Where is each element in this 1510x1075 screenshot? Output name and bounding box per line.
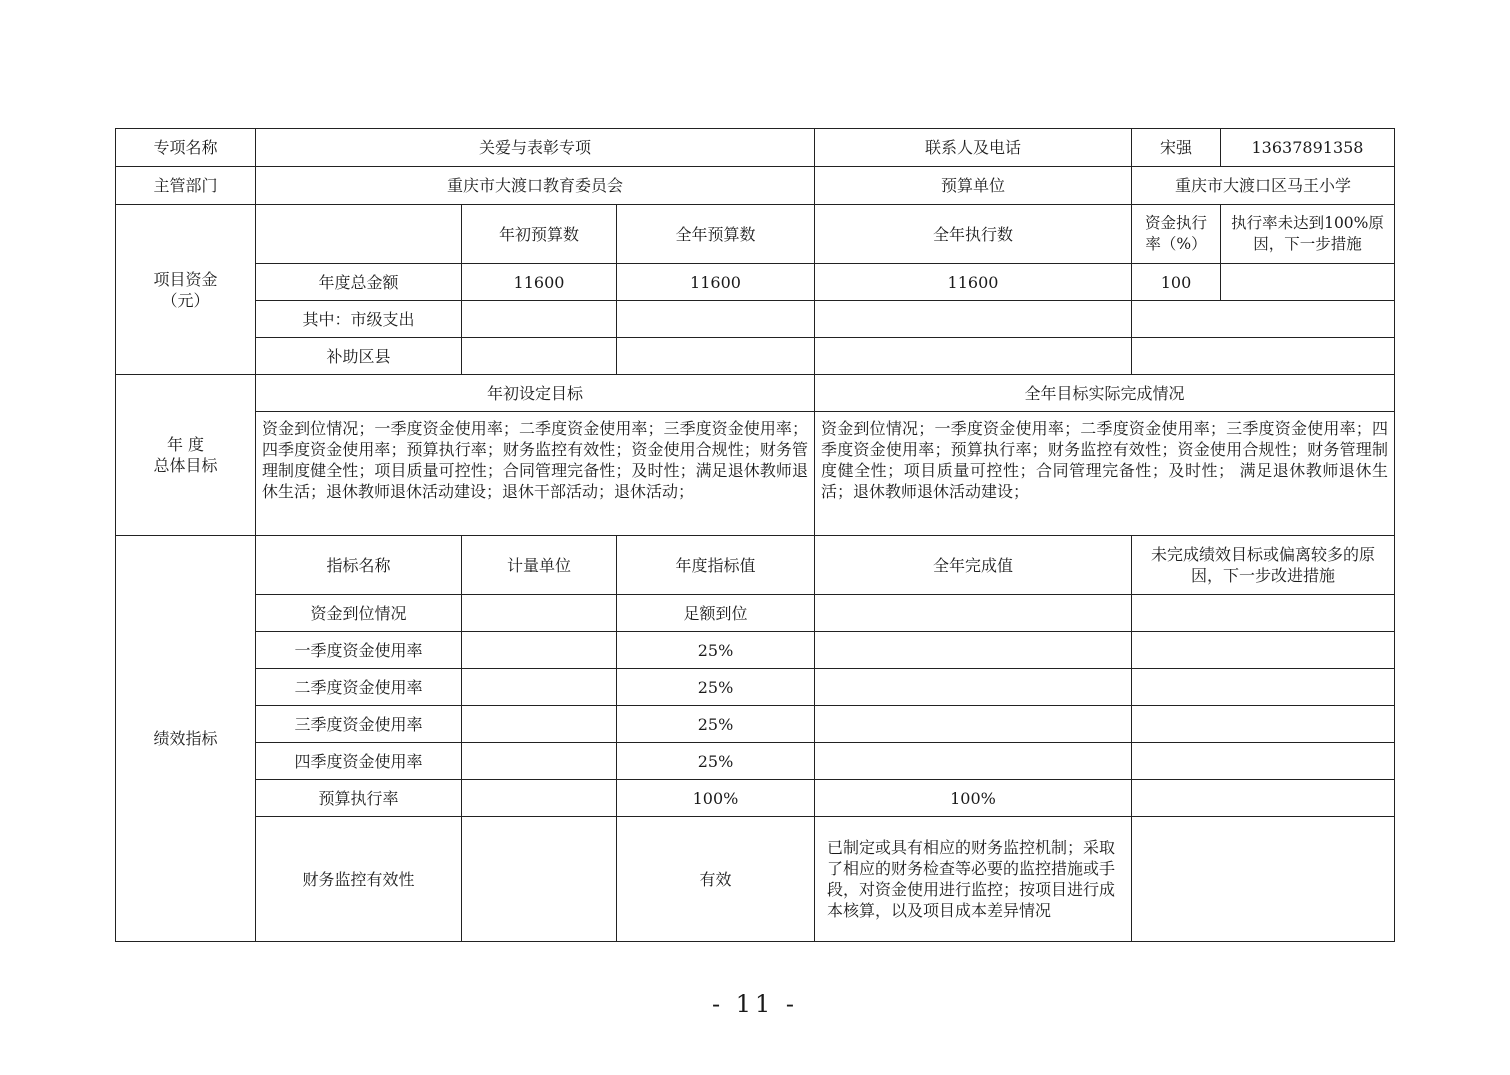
- goals-header-initial: 年初设定目标: [256, 375, 815, 412]
- funds-header-reason: 执行率未达到100%原因，下一步措施: [1221, 205, 1395, 264]
- perf-unit: [462, 669, 617, 706]
- funds-row: [116, 338, 1395, 375]
- funds-header-row: [116, 205, 1395, 264]
- perf-actual: [815, 706, 1132, 743]
- perf-header-name: 指标名称: [256, 536, 462, 595]
- funds-row: [116, 264, 1395, 301]
- funds-row-executed: [815, 338, 1132, 375]
- perf-actual: [815, 632, 1132, 669]
- dept: 重庆市大渡口教育委员会: [256, 167, 815, 205]
- perf-header-actual: 全年完成值: [815, 536, 1132, 595]
- perf-name: 一季度资金使用率: [256, 632, 462, 669]
- perf-name: 二季度资金使用率: [256, 669, 462, 706]
- funds-row-annual: [617, 338, 815, 375]
- funds-row-initial: [462, 301, 617, 338]
- perf-name: 预算执行率: [256, 780, 462, 817]
- perf-header-unit: 计量单位: [462, 536, 617, 595]
- perf-row: [116, 632, 1395, 669]
- perf-actual: [815, 669, 1132, 706]
- perf-row: [116, 669, 1395, 706]
- perf-header-reason: 未完成绩效目标或偏离较多的原因，下一步改进措施: [1132, 536, 1395, 595]
- budget-unit: 重庆市大渡口区马王小学: [1132, 167, 1395, 205]
- perf-row: [116, 595, 1395, 632]
- funds-header-initial: 年初预算数: [462, 205, 617, 264]
- funds-row-label: 补助区县: [256, 338, 462, 375]
- perf-unit: [462, 780, 617, 817]
- perf-row: [116, 780, 1395, 817]
- perf-unit: [462, 632, 617, 669]
- perf-row: [116, 743, 1395, 780]
- funds-header-executed: 全年执行数: [815, 205, 1132, 264]
- perf-target: 有效: [617, 817, 815, 942]
- performance-table: [115, 128, 1395, 942]
- perf-header-row: [116, 536, 1395, 595]
- label-project-name: 专项名称: [116, 129, 256, 167]
- goals-section-label: 年 度 总体目标: [116, 375, 256, 536]
- perf-row: [116, 817, 1395, 942]
- funds-header-empty: [256, 205, 462, 264]
- funds-row-rate: [1132, 301, 1395, 338]
- perf-unit: [462, 743, 617, 780]
- contact-phone: 13637891358: [1221, 129, 1395, 167]
- label-contact: 联系人及电话: [815, 129, 1132, 167]
- funds-row-rate: 100: [1132, 264, 1221, 301]
- perf-name: 三季度资金使用率: [256, 706, 462, 743]
- perf-name: 财务监控有效性: [256, 817, 462, 942]
- funds-row-annual: [617, 301, 815, 338]
- funds-section-label: 项目资金 （元）: [116, 205, 256, 375]
- header-row-1: [116, 129, 1395, 167]
- funds-row-initial: [462, 338, 617, 375]
- perf-unit: [462, 595, 617, 632]
- perf-name: 资金到位情况: [256, 595, 462, 632]
- label-dept: 主管部门: [116, 167, 256, 205]
- perf-target: 足额到位: [617, 595, 815, 632]
- perf-actual: 已制定或具有相应的财务监控机制；采取了相应的财务检查等必要的监控措施或手段，对资金使用进行监控；按项目进行成本核算，以及项目成本差异情况: [815, 817, 1132, 942]
- project-name: 关爱与表彰专项: [256, 129, 815, 167]
- funds-row-rate: [1132, 338, 1395, 375]
- header-row-2: [116, 167, 1395, 205]
- perf-reason: [1132, 632, 1395, 669]
- perf-target: 100%: [617, 780, 815, 817]
- goals-text-row: [116, 412, 1395, 536]
- perf-section-label: 绩效指标: [116, 536, 256, 942]
- perf-target: 25%: [617, 669, 815, 706]
- goals-header-actual: 全年目标实际完成情况: [815, 375, 1395, 412]
- funds-row-executed: 11600: [815, 264, 1132, 301]
- label-budget-unit: 预算单位: [815, 167, 1132, 205]
- perf-reason: [1132, 743, 1395, 780]
- perf-target: 25%: [617, 743, 815, 780]
- perf-actual: [815, 743, 1132, 780]
- funds-row-reason: [1221, 264, 1395, 301]
- funds-row: [116, 301, 1395, 338]
- funds-row-label: 年度总金额: [256, 264, 462, 301]
- perf-name: 四季度资金使用率: [256, 743, 462, 780]
- funds-row-initial: 11600: [462, 264, 617, 301]
- perf-actual: [815, 595, 1132, 632]
- perf-header-target: 年度指标值: [617, 536, 815, 595]
- perf-reason: [1132, 780, 1395, 817]
- goals-header-row: [116, 375, 1395, 412]
- perf-reason: [1132, 706, 1395, 743]
- funds-row-annual: 11600: [617, 264, 815, 301]
- perf-target: 25%: [617, 706, 815, 743]
- goals-initial-text: 资金到位情况；一季度资金使用率；二季度资金使用率；三季度资金使用率；四季度资金使用率；预算执行率；财务监控有效性；资金使用合规性；财务管理制度健全性；项目质量可控性；合同管理完备性；及时性；满足退休教师退休生活；退休教师退休活动建设；退休干部活动；退休活动；: [256, 412, 815, 536]
- perf-unit: [462, 706, 617, 743]
- funds-row-executed: [815, 301, 1132, 338]
- funds-header-annual: 全年预算数: [617, 205, 815, 264]
- perf-target: 25%: [617, 632, 815, 669]
- perf-unit: [462, 817, 617, 942]
- perf-reason: [1132, 817, 1395, 942]
- perf-reason: [1132, 595, 1395, 632]
- perf-row: [116, 706, 1395, 743]
- perf-reason: [1132, 669, 1395, 706]
- funds-row-label: 其中：市级支出: [256, 301, 462, 338]
- page-number: - 11 -: [711, 990, 798, 1018]
- funds-header-rate: 资金执行率（%）: [1132, 205, 1221, 264]
- goals-actual-text: 资金到位情况；一季度资金使用率；二季度资金使用率；三季度资金使用率；四季度资金使用率；预算执行率；财务监控有效性；资金使用合规性；财务管理制度健全性；项目质量可控性；合同管理完备性；及时性； 满足退休教师退休生活；退休教师退休活动建设；: [815, 412, 1395, 536]
- perf-actual: 100%: [815, 780, 1132, 817]
- contact-name: 宋强: [1132, 129, 1221, 167]
